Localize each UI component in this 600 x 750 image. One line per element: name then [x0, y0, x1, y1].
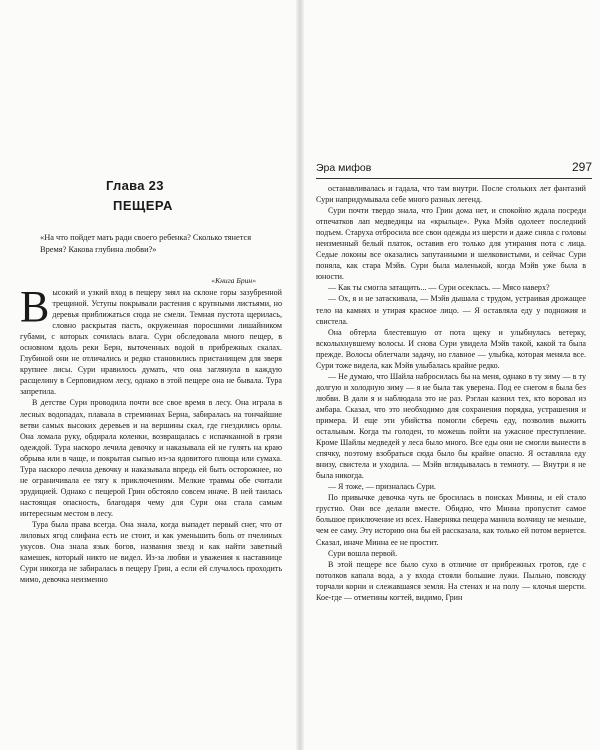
left-page [0, 0, 296, 750]
paragraph: Сури вошла первой. [328, 548, 398, 558]
paragraph [20, 282, 282, 397]
paragraph: — Я тоже, — призналась Сури. [328, 482, 436, 492]
paragraph: Тура была права всегда. Она знала, когда выпадет первый снег, что от лиловых ягод слифана есть не стоит, и как уменьшить боль от пчелиных укусов. Она знала язык богов, названия звезд и как найти заветный камешек, который никто не видел. Из-за любви и уважения к наставнице Сури никогда не забиралась в пещеру Грин, а если ей случалось проходить мимо, девочка неизменно [20, 519, 282, 585]
paragraph: останавливалась и гадала, что там внутри. После стольких лет фантазий Сури напридумывала себе много разных легенд. [316, 184, 586, 205]
right-body-text [316, 183, 586, 603]
running-header [316, 160, 592, 179]
paragraph: В детстве Сури проводила почти все свое время в лесу. Она играла в лесных водопадах, плавала в стремнинах Берна, забиралась на тончайшие ветви самых высоких деревьев и на вершины скал, где гнездились орлы. Она ломала руку, обдирала коленки, возвращалась с испачканной в грязи одеждой. Тура наскоро лечила девочку и наказывала ей не гулять на краю обрыва или в чаще, и покрытая сыпью из-за ядовитого плюща или сумаха. Тура наскоро лечила девочку и наказывала впредь ей быть осторожнее, но не ограничивала ее тягу к приключениям. Мелкие травмы обе считали эрудицией. Однако с пещерой Грин обстояло совсем иначе. В ней таилась настоящая опасность, благодаря чему для Сури она стала самым интересным местом в лесу. [20, 398, 282, 518]
running-title: Эра мифов [316, 162, 372, 174]
chapter-number: Глава 23 [106, 178, 164, 193]
epigraph: «На что пойдет мать ради своего ребенка? Сколько тянется Время? Какова глубина любви?» [40, 233, 252, 254]
book-gutter [296, 0, 304, 750]
chapter-title: ПЕЩЕРА [113, 198, 173, 213]
paragraph-text: ысокий и узкий вход в пещеру зиял на склоне горы зазубренной трещиной. Уступы покрывали растения с крупными листьями, но деревья приближаться сюда не смели. Темная пустота щерилась, словно раскрытая пасть, окруженная поросшими лишайником губами, с которых сочилась влага. Сури обследовала много пещер, в основном вдоль реки Берн, выточенных водой в прибрежных скалах. Глубиной они не отличались и редко становились пристанищем для зверя крупнее лисы. Сури нравилось думать, что она заглянула в каждую расщелину в Серповидном лесу, однако в этой пещере она не бывала. Тура запретила. [20, 288, 282, 397]
right-page [304, 0, 600, 750]
paragraph: — Не думаю, что Шайла набросилась бы на меня, однако в ту зиму — в ту долгую и холодную зиму — я не была так уверена. Под ее снегом я была без любви. В дали я и наблюдала это не раз. Рэглан казнил тех, кто воровал из амбара. Сказал, что это необходимо для сохранения порядка, устрашения и примера. И еще эти убийства помогли сберечь еду, позволив выжить остальным. Когда ты голоден, то можешь пойти на ужасное преступление. Кроме Шайлы медведей у леса было много. Все еды они не смогли вынести в спячку, поэтому взобраться сюда было бы крайне опасно. Я оставляла еду внизу, свистела и уходила. — Мэйв вглядывалась в темноту. — Внутри я не была никогда. [316, 371, 586, 481]
drop-cap: В [20, 282, 50, 331]
paragraph: — Как ты смогла затащить... — Сури осеклась. — Мясо наверх? [328, 283, 550, 293]
paragraph: Сури почти твердо знала, что Грин дома нет, и спокойно ждала посреди отпечатков лап медведицы на «крыльце». Рука Мэйв одолеет последний подъем. Старуха отбросила все свои одежды из шерсти и даже сняла с головы неизменный белый платок, оставив его только для утирания пота с лица. Седые локоны все оказались запутанными и шелковистыми, и сейчас Сури поняла, как стара Мэйв. Сури была маленькой, когда Мэйв уже была в юности. [316, 206, 586, 282]
left-body-text [20, 282, 282, 585]
paragraph: По привычке девочка чуть не бросилась в поисках Минны, и ей стало грустно. Они все делали вместе. Обидно, что Минна пропустит самое большое приключение из всех. Наверняка пещера манила волчицу не меньше, чем ее саму. Эту историю она бы ей рассказала, как только ей потом вернется. Сказал, иначе Минна ее не простит. [316, 493, 586, 547]
paragraph: В этой пещере все было сухо в отличие от прибрежных гротов, где с потолков капала вода, а у входа стояли большие лужи. Пыльно, повсюду торчали корни и слежавшаяся земля. На стенах и на полу — клочья шерсти. Кое-где — отметины когтей, видимо, Грин [316, 559, 586, 602]
paragraph: Она обтерла блестевшую от пота щеку и улыбнулась ветерку, всколыхнувшему волосы. И снова Сури увидела Мэйв такой, какой та была прежде. Волосы облегчали задачу, но главное — улыбка, которая меняла все. Сури тоже видела, как Мэйв улыбалась крайне редко. [316, 327, 586, 370]
page-number: 297 [571, 160, 592, 174]
epigraph-source: «Книга Брин» [211, 276, 256, 285]
paragraph: — Ох, я и не затаскивала, — Мэйв дышала с трудом, устраивая дрожащее тело на камнях и утирая красное лицо. — Я оставляла еду у подножия и свистела. [316, 294, 586, 326]
